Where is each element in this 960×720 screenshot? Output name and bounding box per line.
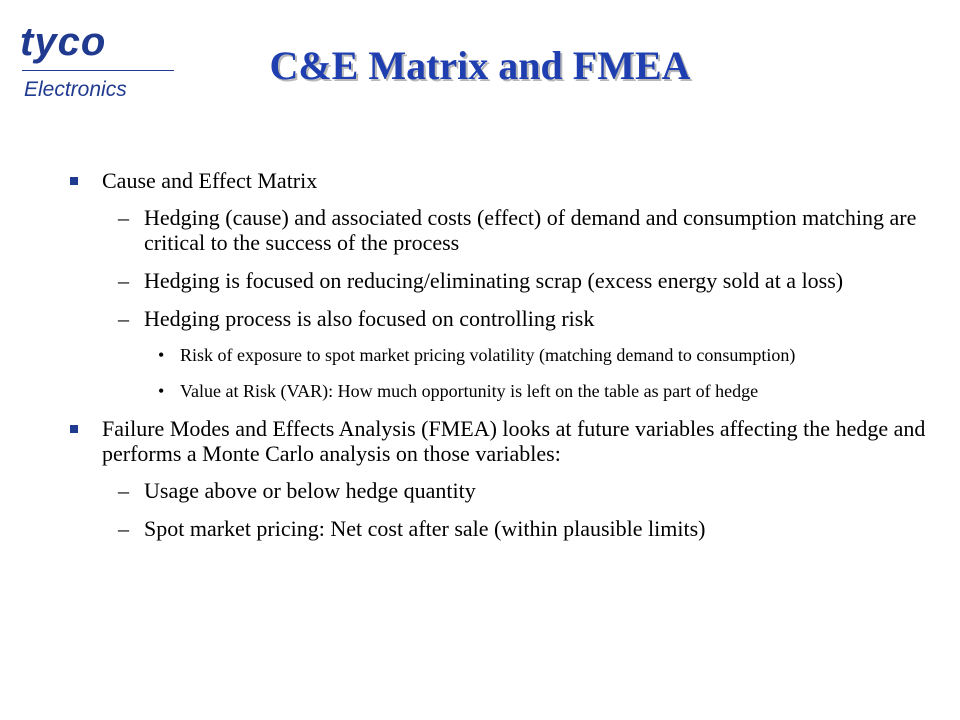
dash-bullet-icon: – (118, 205, 129, 230)
logo-brand: tyco (20, 20, 107, 64)
bullet-cause-effect (70, 168, 930, 193)
sub-bullet-text: Usage above or below hedge quantity (144, 478, 476, 503)
dash-bullet-icon: – (118, 478, 129, 503)
slide-content (70, 168, 930, 554)
sub-bullet (70, 478, 930, 503)
logo-sub: Electronics (24, 78, 127, 101)
sub-bullet (70, 268, 930, 293)
slide-title: C&E Matrix and FMEA (269, 43, 691, 88)
square-bullet-icon (70, 425, 78, 433)
sub-bullet-text: Hedging is focused on reducing/eliminating scrap (excess energy sold at a loss) (144, 268, 844, 293)
bullet-fmea (70, 416, 930, 466)
bullet-text: Cause and Effect Matrix (102, 168, 318, 193)
sub-sub-bullet (70, 380, 930, 402)
sub-sub-bullet (70, 344, 930, 366)
sub-bullet-text: Hedging process is also focused on controlling risk (144, 306, 595, 331)
sub-bullet-text: Spot market pricing: Net cost after sale (within plausible limits) (144, 516, 706, 541)
sub-sub-bullet-text: Risk of exposure to spot market pricing volatility (matching demand to consumption) (180, 345, 796, 365)
dash-bullet-icon: – (118, 306, 129, 331)
square-bullet-icon (70, 177, 78, 185)
dash-bullet-icon: – (118, 268, 129, 293)
dot-bullet-icon: • (158, 345, 165, 365)
sub-bullet (70, 306, 930, 331)
dot-bullet-icon: • (158, 381, 165, 401)
bullet-text: Failure Modes and Effects Analysis (FMEA) looks at future variables affecting the hedge and performs a Monte Carlo analysis on those variables: (102, 416, 926, 466)
sub-bullet (70, 516, 930, 541)
sub-sub-bullet-text: Value at Risk (VAR): How much opportunity is left on the table as part of hedge (180, 381, 759, 401)
dash-bullet-icon: – (118, 516, 129, 541)
sub-bullet (70, 205, 930, 255)
sub-bullet-text: Hedging (cause) and associated costs (effect) of demand and consumption matching are critical to the success of the process (144, 205, 917, 255)
